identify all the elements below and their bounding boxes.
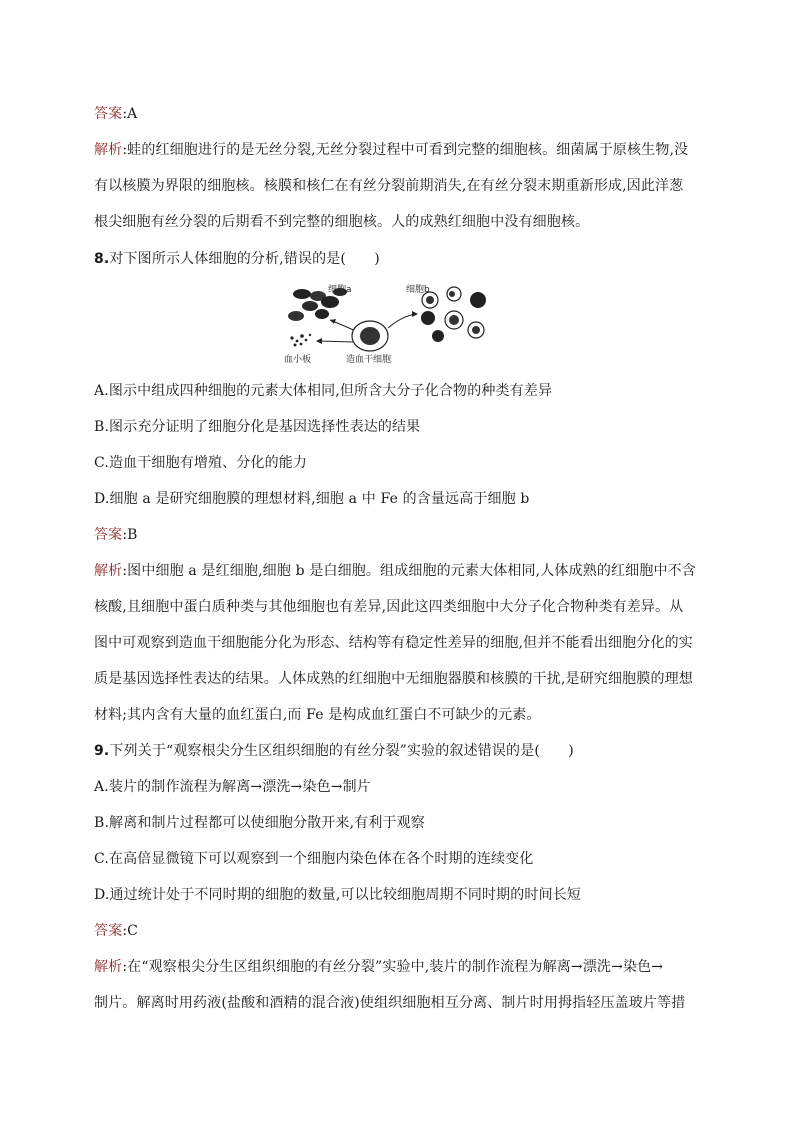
answer-value: :A — [122, 106, 138, 122]
question-number: 9. — [94, 743, 110, 759]
option-c: C.造血干细胞有增殖、分化的能力 — [94, 455, 308, 471]
analysis-label: 解析 — [94, 142, 123, 158]
arrow-head-icon — [412, 311, 418, 317]
arrow-head-icon — [330, 319, 336, 324]
option-d: D.通过统计处于不同时期的细胞的数量,可以比较细胞周期不同时期的时间长短 — [94, 887, 582, 903]
arrow-to-platelets — [318, 341, 354, 342]
answer-line — [94, 525, 138, 545]
question-text: 对下图所示人体细胞的分析,错误的是( ) — [109, 251, 380, 267]
analysis-label: 解析 — [94, 959, 123, 975]
question-number: 8. — [94, 251, 110, 267]
option-a: A.装片的制作流程为解离→漂洗→染色→制片 — [94, 779, 371, 795]
option-c: C.在高倍显微镜下可以观察到一个细胞内染色体在各个时期的连续变化 — [94, 851, 534, 867]
analysis-text-line: 核酸,且细胞中蛋白质种类与其他细胞也有差异,因此这四类细胞中大分子化合物种类有差异。从 — [94, 599, 684, 615]
question-8-stem — [94, 249, 380, 269]
arrow-head-icon — [316, 338, 322, 344]
analysis-text-line: 制片。解离时用药液(盐酸和酒精的混合液)使组织细胞相互分离、制片时用拇指轻压盖玻片等措 — [94, 995, 686, 1011]
analysis-label: 解析 — [94, 563, 123, 579]
answer-value: :C — [122, 923, 139, 939]
analysis-text-line: 有以核膜为界限的细胞核。核膜和核仁在有丝分裂前期消失,在有丝分裂末期重新形成,因此洋葱 — [94, 178, 684, 194]
option-d: D.细胞 a 是研究细胞膜的理想材料,细胞 a 中 Fe 的含量远高于细胞 b — [94, 491, 530, 507]
question-text: 下列关于“观察根尖分生区组织细胞的有丝分裂”实验的叙述错误的是( ) — [109, 743, 574, 759]
analysis-text-line: 材料;其内含有大量的血红蛋白,而 Fe 是构成血红蛋白不可缺少的元素。 — [94, 707, 541, 723]
answer-label: 答案 — [94, 106, 123, 122]
label-cell-a: 细胞a — [328, 285, 352, 295]
answer-line — [94, 104, 137, 124]
white-blood-cells — [421, 287, 486, 342]
label-stem-cell: 造血干细胞 — [346, 355, 392, 365]
platelets — [290, 334, 311, 347]
analysis-text-line: 图中可观察到造血干细胞能分化为形态、结构等有稳定性差异的细胞,但并不能看出细胞分化的实 — [94, 635, 693, 651]
answer-line — [94, 921, 138, 941]
blood-cell-differentiation-figure — [280, 276, 500, 372]
analysis-text-line: 根尖细胞有丝分裂的后期看不到完整的细胞核。人的成熟红细胞中没有细胞核。 — [94, 214, 590, 230]
analysis-line — [94, 140, 688, 160]
answer-label: 答案 — [94, 923, 123, 939]
label-cell-b: 细胞b — [406, 285, 430, 295]
label-platelets: 血小板 — [284, 355, 312, 365]
stem-cell — [352, 321, 388, 351]
answer-value: :B — [122, 527, 138, 543]
analysis-line — [94, 957, 663, 977]
option-b: B.解离和制片过程都可以使细胞分散开来,有利于观察 — [94, 815, 425, 831]
question-9-stem — [94, 741, 574, 761]
option-a: A.图示中组成四种细胞的元素大体相同,但所含大分子化合物的种类有差异 — [94, 383, 553, 399]
option-b: B.图示充分证明了细胞分化是基因选择性表达的结果 — [94, 419, 421, 435]
analysis-text: :图中细胞 a 是红细胞,细胞 b 是白细胞。组成细胞的元素大体相同,人体成熟的红细胞中不含 — [122, 563, 696, 579]
analysis-text: :蛙的红细胞进行的是无丝分裂,无丝分裂过程中可看到完整的细胞核。细菌属于原核生物,没 — [122, 142, 689, 158]
arrow-to-cell-b — [388, 314, 416, 328]
analysis-line — [94, 561, 696, 581]
analysis-text: :在“观察根尖分生区组织细胞的有丝分裂”实验中,装片的制作流程为解离→漂洗→染色→ — [122, 959, 664, 975]
analysis-text-line: 质是基因选择性表达的结果。人体成熟的红细胞中无细胞器膜和核膜的干扰,是研究细胞膜的理想 — [94, 671, 693, 687]
answer-label: 答案 — [94, 527, 123, 543]
